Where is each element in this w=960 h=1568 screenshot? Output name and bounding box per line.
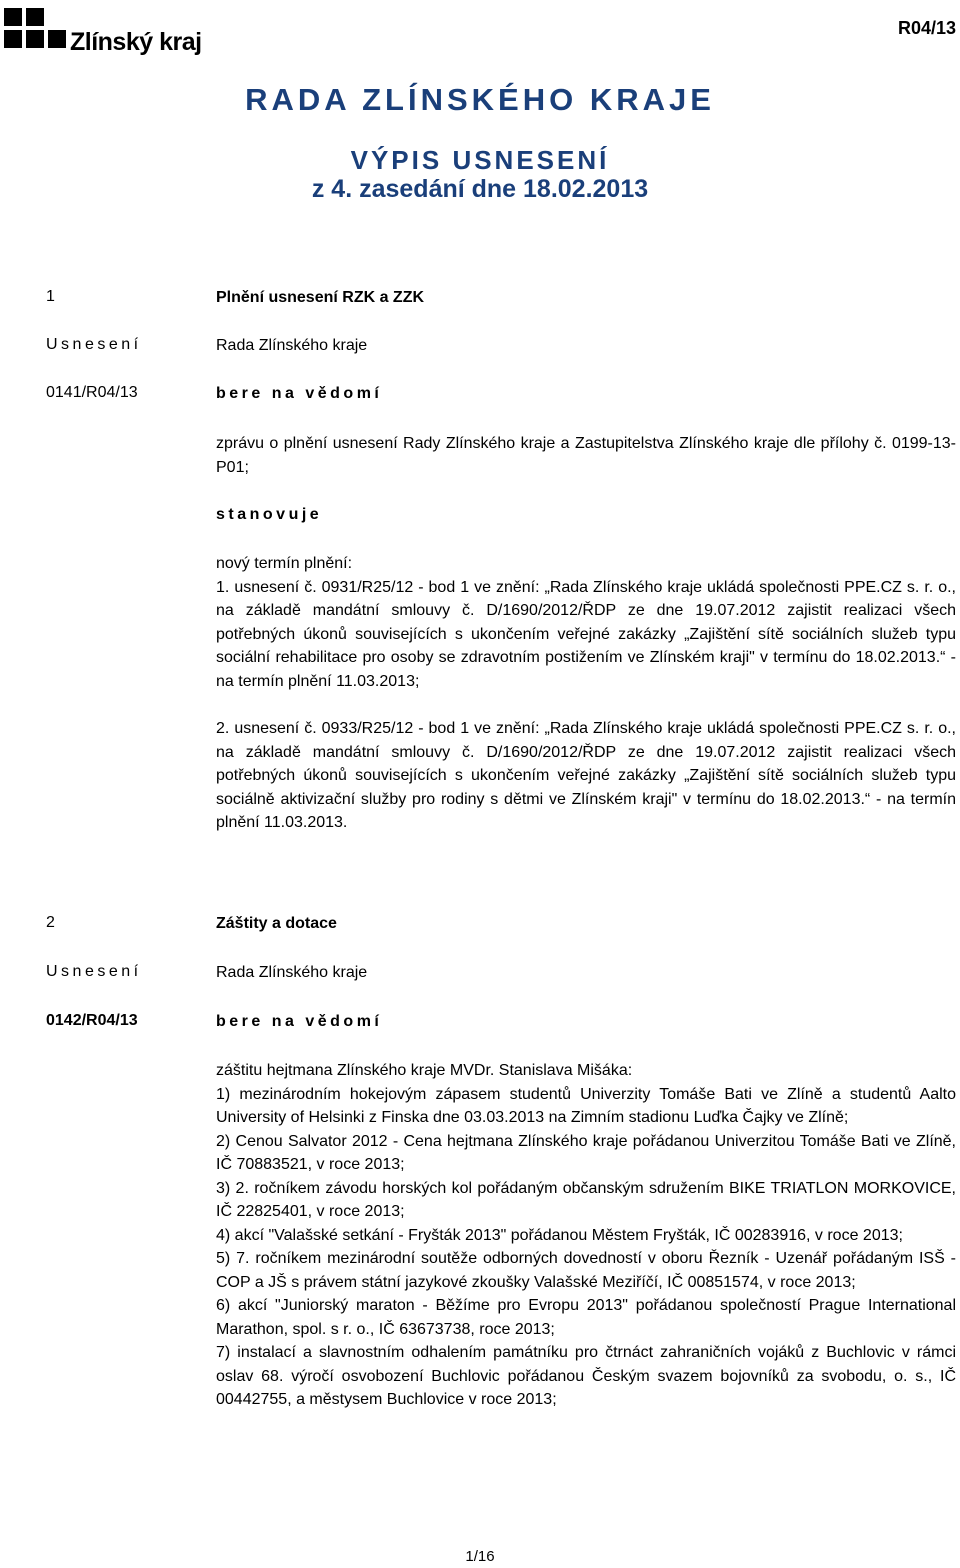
resolution-code: 0142/R04/13 xyxy=(46,1012,138,1029)
logo-text: Zlínský kraj xyxy=(70,28,202,56)
patronage-item: 1) mezinárodním hokejovým zápasem studentů Univerzity Tomáše Bati ve Zlíně a studentů Aalto University of Helsinki z Finska dne 03.03.2013 na Zimním stadionu Luďka Čajky ve Zlíně; xyxy=(216,1085,956,1126)
section-heading: Plnění usnesení RZK a ZZK xyxy=(216,289,425,306)
patronage-list xyxy=(216,1059,956,1412)
document-reference: R04/13 xyxy=(897,18,956,38)
section-number: 2 xyxy=(46,914,55,931)
resolution-text: zprávu o plnění usnesení Rady Zlínského kraje a Zastupitelstva Zlínského kraje dle přílohy č. 0199-13-P01; xyxy=(216,435,956,476)
patronage-intro: záštitu hejtmana Zlínského kraje MVDr. Stanislava Mišáka: xyxy=(216,1062,633,1079)
patronage-item: 3) 2. ročníkem závodu horských kol pořádaným občanským sdružením BIKE TRIATLON MORKOVICE, IČ 22825401, v roce 2013; xyxy=(216,1179,956,1220)
section-heading: Záštity a dotace xyxy=(216,915,337,932)
council-body: Rada Zlínského kraje xyxy=(216,337,368,354)
usneseni-label: Usnesení xyxy=(46,336,142,353)
patronage-item: 2) Cenou Salvator 2012 - Cena hejtmana Zlínského kraje pořádanou Univerzitou Tomáše Bati ve Zlíně, IČ 70883521, v roce 2013; xyxy=(216,1132,956,1173)
deadline-list xyxy=(216,552,956,835)
logo-squares-icon xyxy=(4,8,66,54)
patronage-item: 5) 7. ročníkem mezinárodní soutěže odborných dovedností v oboru Řezník - Uzenář pořádaným ISŠ - COP a JŠ s právem státní jazykové zkoušky Valašské Meziříčí, IČ 00851574, v roce 2013; xyxy=(216,1250,956,1291)
council-body: Rada Zlínského kraje xyxy=(216,964,368,981)
document-subtitle: VÝPIS USNESENÍ xyxy=(350,145,610,175)
resolution-verb: bere na vědomí xyxy=(216,1013,383,1030)
deadline-item: 2. usnesení č. 0933/R25/12 - bod 1 ve znění: „Rada Zlínského kraje ukládá společnosti PPE.CZ s. r. o., na základě mandátní smlouvy č. D/1690/2012/ŘDP ze dne 19.07.2012 zajistit realizaci všech potřebných úkonů souvisejících s ukončením veřejné zakázky „Zajištění sítě sociálních služeb typu sociálně aktivizační služby pro rodiny s dětmi ve Zlínském kraji" v termínu do 18.02.2013.“ - na termín plnění 11.03.2013. xyxy=(216,720,956,831)
resolution-verb: stanovuje xyxy=(216,506,323,523)
patronage-item: 7) instalací a slavnostním odhalením památníku pro čtrnáct zahraničních vojáků z Buchlovic v rámci oslav 68. výročí osvobození Buchlovic pořádanou Českým svazem bojovníků za svobodu, o. s., IČ 00442755, a městysem Buchlovice v roce 2013; xyxy=(216,1344,956,1408)
session-date: z 4. zasedání dne 18.02.2013 xyxy=(311,175,649,203)
section-number: 1 xyxy=(46,288,55,305)
deadline-intro: nový termín plnění: xyxy=(216,555,353,572)
resolution-verb: bere na vědomí xyxy=(216,385,383,402)
deadline-item: 1. usnesení č. 0931/R25/12 - bod 1 ve znění: „Rada Zlínského kraje ukládá společnosti PPE.CZ s. r. o., na základě mandátní smlouvy č. D/1690/2012/ŘDP ze dne 19.07.2012 zajistit realizaci všech potřebných úkonů souvisejících s ukončením veřejné zakázky „Zajištění sítě sociálních služeb typu sociální rehabilitace pro osoby se zdravotním postižením ve Zlínském kraji" v termínu do 18.02.2013.“ - na termín plnění 11.03.2013; xyxy=(216,578,956,690)
resolution-code: 0141/R04/13 xyxy=(46,384,138,401)
patronage-item: 4) akcí "Valašské setkání - Fryšták 2013" pořádanou Městem Fryšták, IČ 00283916, v roce 2013; xyxy=(216,1226,903,1244)
page-number: 1/16 xyxy=(465,1548,495,1565)
council-title: RADA ZLÍNSKÉHO KRAJE xyxy=(245,82,715,117)
usneseni-label: Usnesení xyxy=(46,963,142,980)
patronage-item: 6) akcí "Juniorský maraton - Běžíme pro Evropu 2013" pořádanou společností Prague International Marathon, spol. s r. o., IČ 63673738, roce 2013; xyxy=(216,1297,956,1338)
